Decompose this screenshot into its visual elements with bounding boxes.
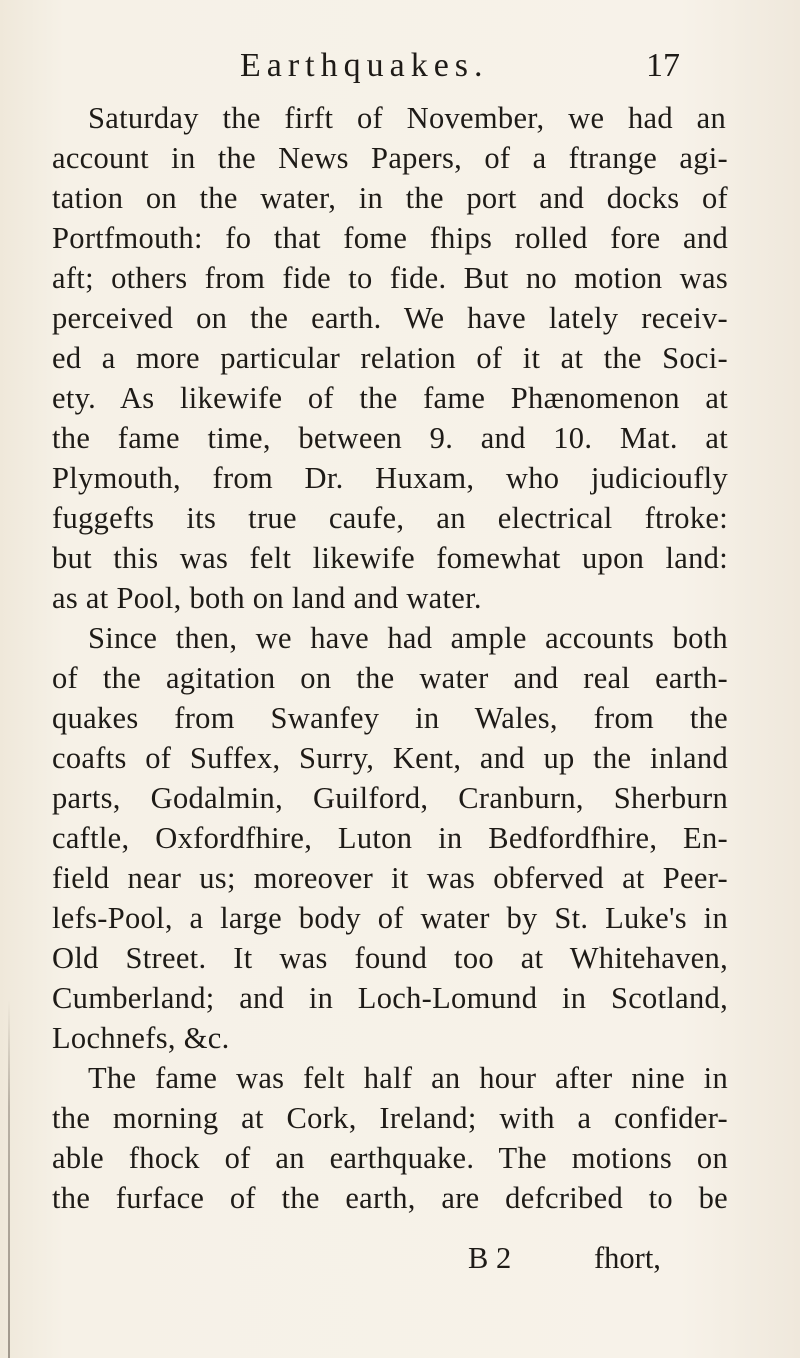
text-line: aft; others from fide to fide. But no motion was: [52, 261, 728, 295]
text-line: perceived on the earth. We have lately receiv-: [52, 301, 728, 335]
signature-mark: B 2: [468, 1241, 512, 1275]
text-line: Since then, we have had ample accounts both: [88, 621, 728, 655]
text-line: field near us; moreover it was obferved at Peer-: [52, 861, 728, 895]
text-line: Portfmouth: fo that fome fhips rolled fore and: [52, 221, 728, 255]
text-line: fuggefts its true caufe, an electrical ftroke:: [52, 501, 728, 535]
text-line: Cumberland; and in Loch-Lomund in Scotland,: [52, 981, 728, 1015]
text-line: coafts of Suffex, Surry, Kent, and up the inland: [52, 741, 728, 775]
text-line: Saturday the firft of November, we had an: [88, 101, 726, 135]
text-line: but this was felt likewife fomewhat upon land:: [52, 541, 728, 575]
text-line: of the agitation on the water and real earth-: [52, 661, 728, 695]
page-footer: [0, 1236, 800, 1280]
text-line: the morning at Cork, Ireland; with a confider-: [52, 1101, 728, 1135]
catchword: fhort,: [594, 1241, 661, 1275]
page-gutter-shadow: [8, 1000, 10, 1358]
text-line: account in the News Papers, of a ftrange agi-: [52, 141, 728, 175]
text-line: Plymouth, from Dr. Huxam, who judicioufly: [52, 461, 728, 495]
text-line: quakes from Swanfey in Wales, from the: [52, 701, 728, 735]
text-line: the fame time, between 9. and 10. Mat. at: [52, 421, 728, 455]
text-line: Old Street. It was found too at Whitehaven,: [52, 941, 728, 975]
text-line: tation on the water, in the port and docks of: [52, 181, 728, 215]
text-line: The fame was felt half an hour after nine in: [88, 1061, 728, 1095]
running-head: Earthquakes.: [240, 47, 489, 84]
text-line: parts, Godalmin, Guilford, Cranburn, Sherburn: [52, 781, 728, 815]
text-line: ed a more particular relation of it at the Soci-: [52, 341, 728, 375]
page-number: 17: [646, 47, 680, 84]
text-line: lefs-Pool, a large body of water by St. Luke's in: [52, 901, 728, 935]
text-line: as at Pool, both on land and water.: [52, 581, 482, 615]
text-line: able fhock of an earthquake. The motions on: [52, 1141, 728, 1175]
text-line: the furface of the earth, are defcribed to be: [52, 1181, 728, 1215]
page-header: [240, 44, 680, 88]
text-line: Lochnefs, &c.: [52, 1021, 230, 1055]
text-line: ety. As likewife of the fame Phænomenon at: [52, 381, 728, 415]
text-line: caftle, Oxfordfhire, Luton in Bedfordfhire, En-: [52, 821, 728, 855]
